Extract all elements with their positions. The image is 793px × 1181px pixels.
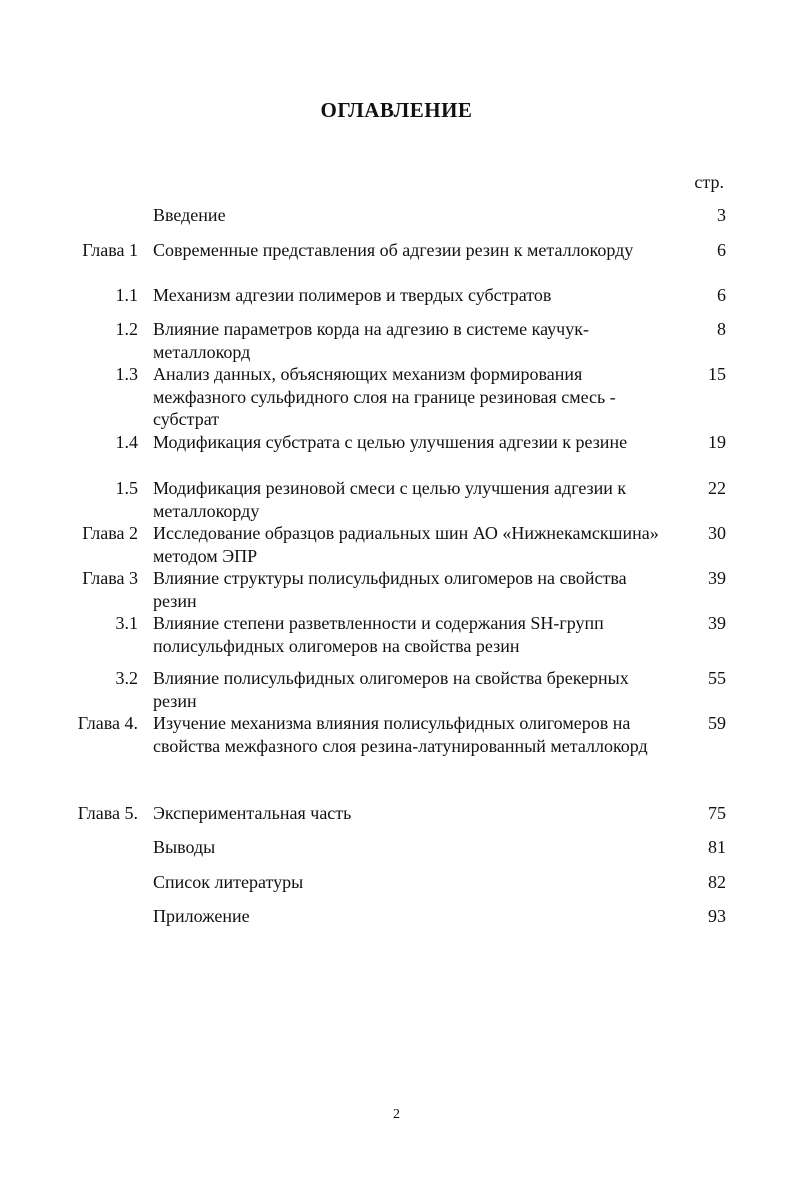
toc-entry-title: Выводы: [153, 837, 216, 857]
toc-entry-number: Глава 3: [82, 568, 138, 588]
toc-entry-title: Изучение механизма влияния полисульфидных олигомеров на свойства межфазного слоя резина-латунированный металлокорд: [153, 713, 648, 756]
page-column-header: стр.: [694, 172, 724, 192]
toc-entry-page: 93: [708, 906, 726, 926]
toc-entry-number: Глава 2: [82, 523, 138, 543]
toc-entry-page: 59: [708, 713, 726, 733]
toc-entry-number: Глава 1: [82, 240, 138, 260]
toc-entry-page: 6: [717, 240, 726, 260]
toc-entry-title: Приложение: [153, 906, 250, 926]
toc-entry-title: Модификация субстрата с целью улучшения адгезии к резине: [153, 432, 628, 452]
toc-entry-title: Влияние степени разветвленности и содержания SH-групп полисульфидных олигомеров на свойства резин: [153, 613, 604, 656]
toc-entry-title: Влияние структуры полисульфидных олигомеров на свойства резин: [153, 568, 627, 611]
toc-entry-number: 1.3: [115, 364, 138, 384]
toc-entry-page: 19: [708, 432, 726, 452]
toc-entry-title: Современные представления об адгезии резин к металлокорду: [153, 240, 634, 260]
toc-entry-title: Модификация резиновой смеси с целью улучшения адгезии к металлокорду: [153, 478, 627, 521]
toc-entry-number: 1.5: [115, 478, 138, 498]
toc-entry-page: 6: [717, 285, 726, 305]
toc-entry-title: Анализ данных, объясняющих механизм формирования межфазного сульфидного слоя на границе резиновая смесь - субстрат: [153, 364, 616, 429]
toc-entry-page: 8: [717, 319, 726, 339]
toc-entry-page: 82: [708, 872, 726, 892]
toc-entry-page: 81: [708, 837, 726, 857]
toc-entry-page: 15: [708, 364, 726, 384]
toc-entry-title: Экспериментальная часть: [153, 803, 352, 823]
toc-entry-number: 3.2: [115, 668, 138, 688]
toc-entry-title: Список литературы: [153, 872, 304, 892]
toc-entry-title: Влияние полисульфидных олигомеров на свойства брекерных резин: [153, 668, 629, 711]
toc-entry-number: 1.2: [115, 319, 138, 339]
toc-entry-number: Глава 5.: [77, 803, 138, 823]
toc-entry-page: 75: [708, 803, 726, 823]
toc-entry-number: Глава 4.: [77, 713, 138, 733]
toc-entry-page: 3: [717, 205, 726, 225]
toc-entry-title: Механизм адгезии полимеров и твердых субстратов: [153, 285, 552, 305]
toc-entry-number: 1.1: [115, 285, 138, 305]
toc-entry-page: 39: [708, 613, 726, 633]
toc-entry-page: 22: [708, 478, 726, 498]
toc-entry-title: Влияние параметров корда на адгезию в системе каучук-металлокорд: [153, 319, 589, 362]
toc-entry-page: 30: [708, 523, 726, 543]
toc-entry-page: 39: [708, 568, 726, 588]
page-title: ОГЛАВЛЕНИЕ: [320, 98, 473, 122]
page-number: 2: [393, 1107, 400, 1122]
toc-entry-title: Исследование образцов радиальных шин АО «Нижнекамскшина» методом ЭПР: [153, 523, 659, 566]
toc-entry-page: 55: [708, 668, 726, 688]
toc-entry-number: 1.4: [115, 432, 138, 452]
toc-entry-title: Введение: [153, 205, 226, 225]
toc-entry-number: 3.1: [115, 613, 138, 633]
